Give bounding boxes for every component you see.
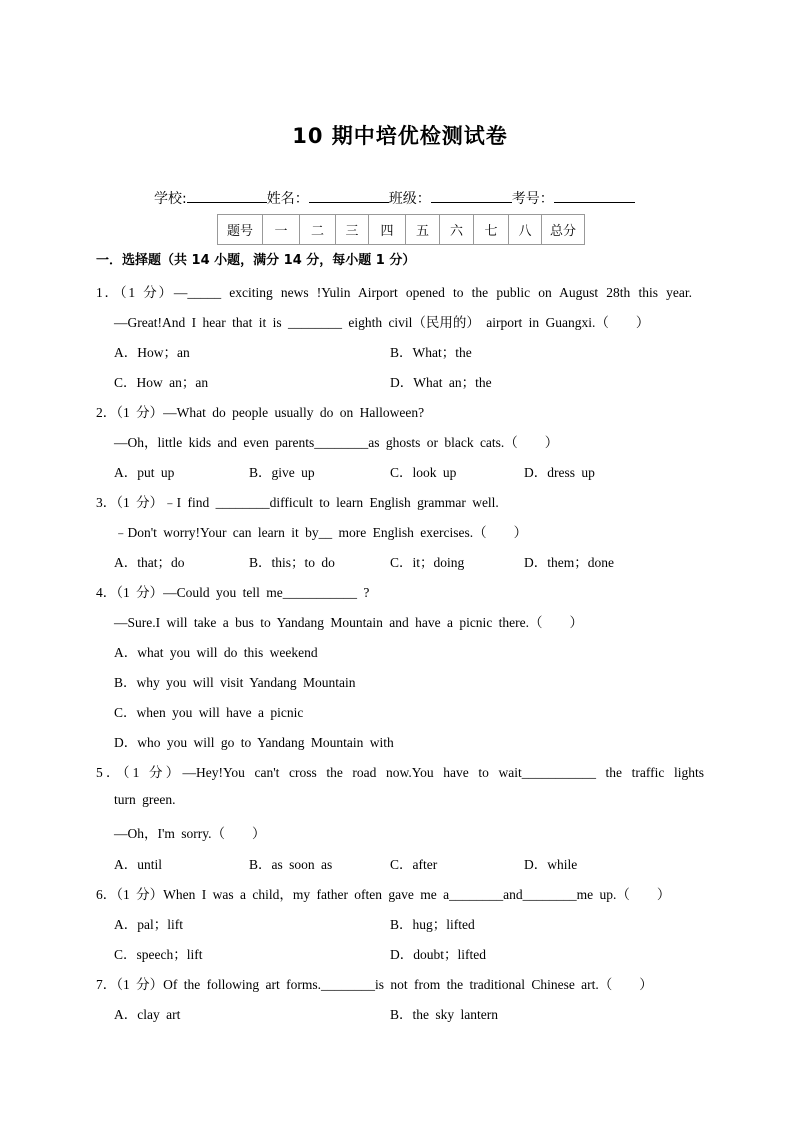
score-cell: 五 (406, 215, 440, 245)
score-blank-row (218, 245, 585, 246)
score-cell: 四 (369, 215, 406, 245)
question-1-option-c[interactable]: C．How an；an (114, 375, 209, 390)
question-6-line-1: 6．（1 分）When I was a child，my father often gave me a________and________me up.（ ） (96, 887, 671, 902)
question-4-option-d[interactable]: D．who you will go to Yandang Mountain with (114, 735, 394, 750)
question-4-option-c[interactable]: C．when you will have a picnic (114, 705, 304, 720)
question-3-option-a[interactable]: A．that；do (114, 555, 185, 570)
class-blank[interactable] (431, 189, 512, 203)
school-blank[interactable] (187, 189, 267, 203)
question-2-line-2: —Oh，little kids and even parents________as ghosts or black cats.（ ） (114, 435, 559, 450)
name-label: 姓名： (266, 191, 309, 207)
question-7-option-b[interactable]: B．the sky lantern (390, 1007, 498, 1022)
score-cell: 题号 (218, 215, 263, 245)
question-2-option-c[interactable]: C．look up (390, 465, 457, 480)
class-label: 班级： (388, 191, 431, 207)
question-6-option-a[interactable]: A．pal；lift (114, 917, 183, 932)
score-table (217, 214, 585, 245)
question-3-line-2: ﹣Don't worry!Your can learn it by__ more English exercises.（ ） (114, 525, 528, 540)
question-5-option-c[interactable]: C．after (390, 857, 438, 872)
question-6-option-c[interactable]: C．speech；lift (114, 947, 203, 962)
question-5-option-b[interactable]: B．as soon as (249, 857, 333, 872)
question-1-line-1: 1．（1 分）—_____ exciting news !Yulin Airport opened to the public on August 28th this year. (96, 285, 692, 300)
question-3-option-d[interactable]: D．them；done (524, 555, 614, 570)
score-cell: 七 (474, 215, 509, 245)
section-heading: 一．选择题（共 14 小题，满分 14 分，每小题 1 分） (96, 253, 416, 268)
question-2-option-a[interactable]: A．put up (114, 465, 175, 480)
question-4-option-b[interactable]: B．why you will visit Yandang Mountain (114, 675, 356, 690)
question-5-option-d[interactable]: D．while (524, 857, 578, 872)
name-blank[interactable] (309, 189, 389, 203)
score-cell: 三 (336, 215, 369, 245)
student-info-line (154, 188, 635, 208)
question-4-option-a[interactable]: A．what you will do this weekend (114, 645, 318, 660)
score-header-row (218, 215, 585, 245)
question-1-option-d[interactable]: D．What an；the (390, 375, 492, 390)
question-5-line-3: —Oh，I'm sorry.（ ） (114, 826, 266, 841)
question-3-line-1: 3．（1 分）﹣I find ________difficult to learn English grammar well. (96, 495, 499, 510)
question-5-option-a[interactable]: A．until (114, 857, 163, 872)
question-1-option-a[interactable]: A．How；an (114, 345, 190, 360)
question-2-option-d[interactable]: D．dress up (524, 465, 595, 480)
question-1-option-b[interactable]: B．What；the (390, 345, 472, 360)
number-label: 考号： (511, 191, 554, 207)
score-cell: 八 (509, 215, 542, 245)
score-cell: 二 (300, 215, 336, 245)
question-4-line-1: 4．（1 分）—Could you tell me___________ ? (96, 585, 370, 600)
question-3-option-c[interactable]: C．it；doing (390, 555, 465, 570)
question-3-option-b[interactable]: B．this；to do (249, 555, 335, 570)
score-cell: 总分 (542, 215, 585, 245)
school-label: 学校: (154, 191, 187, 207)
question-2-line-1: 2．（1 分）—What do people usually do on Halloween? (96, 405, 425, 420)
question-6-option-b[interactable]: B．hug；lifted (390, 917, 475, 932)
page-title: 10 期中培优检测试卷 (292, 124, 508, 148)
number-blank[interactable] (554, 189, 635, 203)
question-7-option-a[interactable]: A．clay art (114, 1007, 181, 1022)
question-5-line-1: 5．（1 分）—Hey!You can't cross the road now.You have to wait___________ the traffic lights (96, 765, 704, 780)
score-cell: 六 (440, 215, 474, 245)
question-7-line-1: 7．（1 分）Of the following art forms.________is not from the traditional Chinese art.（ ） (96, 977, 653, 992)
question-4-line-2: —Sure.I will take a bus to Yandang Mountain and have a picnic there.（ ） (114, 615, 584, 630)
question-1-line-2: —Great!And I hear that it is ________ eighth civil（民用的） airport in Guangxi.（ ） (114, 315, 650, 330)
question-5-line-2: turn green. (114, 792, 176, 807)
question-2-option-b[interactable]: B．give up (249, 465, 315, 480)
question-6-option-d[interactable]: D．doubt；lifted (390, 947, 486, 962)
score-cell: 一 (263, 215, 300, 245)
